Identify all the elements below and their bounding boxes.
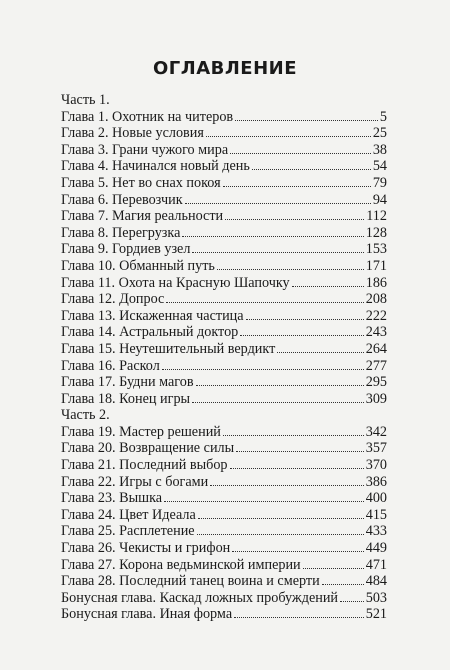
toc-entry	[61, 474, 387, 491]
toc-entry	[61, 241, 387, 258]
toc-entry-page-number: 112	[366, 208, 387, 225]
toc-entry-page-number: 243	[365, 324, 387, 341]
toc-entry-page-number: 386	[365, 473, 387, 490]
toc-entry	[61, 358, 387, 375]
dot-leader	[235, 109, 378, 121]
toc-entry-page-number: 357	[365, 440, 387, 457]
toc-entry-title: Глава 17. Будни магов	[61, 374, 194, 391]
toc-entry-page-number: 277	[365, 357, 387, 374]
dot-leader	[217, 258, 364, 270]
toc-entry-title: Глава 8. Перегрузка	[61, 224, 181, 241]
toc-entry	[61, 557, 387, 574]
dot-leader	[225, 208, 364, 220]
dot-leader	[252, 158, 371, 170]
dot-leader	[197, 523, 364, 535]
toc-entry-page-number: 342	[365, 423, 387, 440]
toc-entry-title: Глава 2. Новые условия	[61, 125, 204, 142]
dot-leader	[277, 341, 363, 353]
toc-entry-page-number: 153	[365, 241, 387, 258]
toc-entry-title: Глава 22. Игры с богами	[61, 473, 209, 490]
dot-leader	[230, 142, 371, 154]
toc-entry	[61, 275, 387, 292]
page-title: ОГЛАВЛЕНИЕ	[152, 58, 298, 79]
dot-leader	[234, 606, 364, 618]
toc-entry-page-number: 471	[365, 556, 387, 573]
toc-entry-title: Глава 1. Охотник на читеров	[61, 108, 234, 125]
toc-entry-title: Глава 15. Неутешительный вердикт	[61, 340, 276, 357]
table-of-contents	[61, 92, 387, 623]
toc-part-heading: Часть 2.	[61, 407, 110, 424]
toc-entry-page-number: 370	[365, 457, 387, 474]
toc-entry	[61, 175, 387, 192]
toc-entry	[61, 523, 387, 540]
toc-entry	[61, 507, 387, 524]
toc-entry	[61, 573, 387, 590]
dot-leader	[303, 557, 364, 569]
toc-entry-title: Глава 19. Мастер решений	[61, 423, 221, 440]
toc-entry-page-number: 484	[365, 573, 387, 590]
toc-entry	[61, 424, 387, 441]
toc-entry	[61, 540, 387, 557]
toc-entry-page-number: 415	[365, 506, 387, 523]
dot-leader	[230, 457, 364, 469]
dot-leader	[198, 507, 364, 519]
toc-entry	[61, 341, 387, 358]
toc-entry-title: Глава 11. Охота на Красную Шапочку	[61, 274, 290, 291]
toc-entry	[61, 308, 387, 325]
toc-entry-title: Глава 10. Обманный путь	[61, 257, 215, 274]
dot-leader	[210, 474, 363, 486]
toc-entry	[61, 142, 387, 159]
toc-entry	[61, 374, 387, 391]
dot-leader	[162, 358, 364, 370]
toc-entry	[61, 158, 387, 175]
dot-leader	[166, 291, 363, 303]
dot-leader	[292, 275, 364, 287]
toc-entry-title: Глава 25. Расплетение	[61, 523, 195, 540]
toc-entry	[61, 457, 387, 474]
toc-entry-title: Бонусная глава. Каскад ложных пробуждений	[61, 589, 339, 606]
dot-leader	[196, 374, 364, 386]
toc-entry-title: Глава 16. Раскол	[61, 357, 160, 374]
dot-leader	[185, 192, 371, 204]
toc-entry-page-number: 186	[365, 274, 387, 291]
toc-entry-title: Глава 4. Начинался новый день	[61, 158, 250, 175]
toc-entry-page-number: 79	[372, 174, 387, 191]
toc-entry-title: Глава 26. Чекисты и грифон	[61, 540, 231, 557]
toc-entry	[61, 440, 387, 457]
toc-entry-page-number: 309	[365, 390, 387, 407]
toc-entry	[61, 291, 387, 308]
dot-leader	[322, 573, 364, 585]
dot-leader	[223, 175, 371, 187]
dot-leader	[192, 391, 364, 403]
toc-entry-page-number: 208	[365, 291, 387, 308]
dot-leader	[223, 424, 364, 436]
toc-entry	[61, 125, 387, 142]
dot-leader	[246, 308, 364, 320]
toc-entry-title: Глава 23. Вышка	[61, 490, 163, 507]
toc-entry-title: Глава 9. Гордиев узел	[61, 241, 191, 258]
dot-leader	[192, 241, 363, 253]
toc-entry-page-number: 521	[365, 606, 387, 623]
toc-entry-title: Глава 13. Искаженная частица	[61, 307, 244, 324]
toc-entry	[61, 258, 387, 275]
toc-entry	[61, 490, 387, 507]
toc-entry-title: Глава 27. Корона ведьминской империи	[61, 556, 301, 573]
toc-entry-title: Глава 3. Грани чужого мира	[61, 141, 229, 158]
toc-entry-title: Глава 21. Последний выбор	[61, 457, 228, 474]
toc-entry-title: Глава 14. Астральный доктор	[61, 324, 239, 341]
toc-entry-page-number: 128	[365, 224, 387, 241]
dot-leader	[232, 540, 363, 552]
dot-leader	[206, 125, 371, 137]
toc-entry-page-number: 433	[365, 523, 387, 540]
toc-entry	[61, 590, 387, 607]
toc-entry-title: Глава 24. Цвет Идеала	[61, 506, 196, 523]
toc-entry-page-number: 264	[365, 340, 387, 357]
toc-entry-title: Глава 28. Последний танец воина и смерти	[61, 573, 320, 590]
toc-entry-title: Глава 20. Возвращение силы	[61, 440, 235, 457]
toc-entry-title: Глава 12. Допрос	[61, 291, 165, 308]
dot-leader	[182, 225, 363, 237]
toc-entry	[61, 391, 387, 408]
toc-entry	[61, 225, 387, 242]
dot-leader	[240, 324, 363, 336]
toc-entry-title: Глава 6. Перевозчик	[61, 191, 183, 208]
toc-entry-page-number: 5	[379, 108, 387, 125]
toc-entry	[61, 109, 387, 126]
toc-entry-page-number: 38	[372, 141, 387, 158]
toc-entry	[61, 606, 387, 623]
toc-entry-title: Бонусная глава. Иная форма	[61, 606, 233, 623]
toc-entry	[61, 324, 387, 341]
toc-entry-page-number: 400	[365, 490, 387, 507]
toc-entry	[61, 192, 387, 209]
dot-leader	[164, 490, 364, 502]
toc-entry	[61, 208, 387, 225]
dot-leader	[236, 440, 364, 452]
toc-entry-page-number: 222	[365, 307, 387, 324]
toc-entry-page-number: 449	[365, 540, 387, 557]
dot-leader	[340, 590, 364, 602]
toc-entry-page-number: 503	[365, 589, 387, 606]
toc-entry-page-number: 25	[372, 125, 387, 142]
toc-entry-page-number: 94	[372, 191, 387, 208]
toc-entry-title: Глава 5. Нет во снах покоя	[61, 174, 221, 191]
toc-entry-page-number: 295	[365, 374, 387, 391]
toc-entry-title: Глава 7. Магия реальности	[61, 208, 224, 225]
toc-entry-page-number: 54	[372, 158, 387, 175]
toc-entry-title: Глава 18. Конец игры	[61, 390, 191, 407]
toc-part-heading: Часть 1.	[61, 92, 110, 108]
toc-entry-page-number: 171	[365, 257, 387, 274]
